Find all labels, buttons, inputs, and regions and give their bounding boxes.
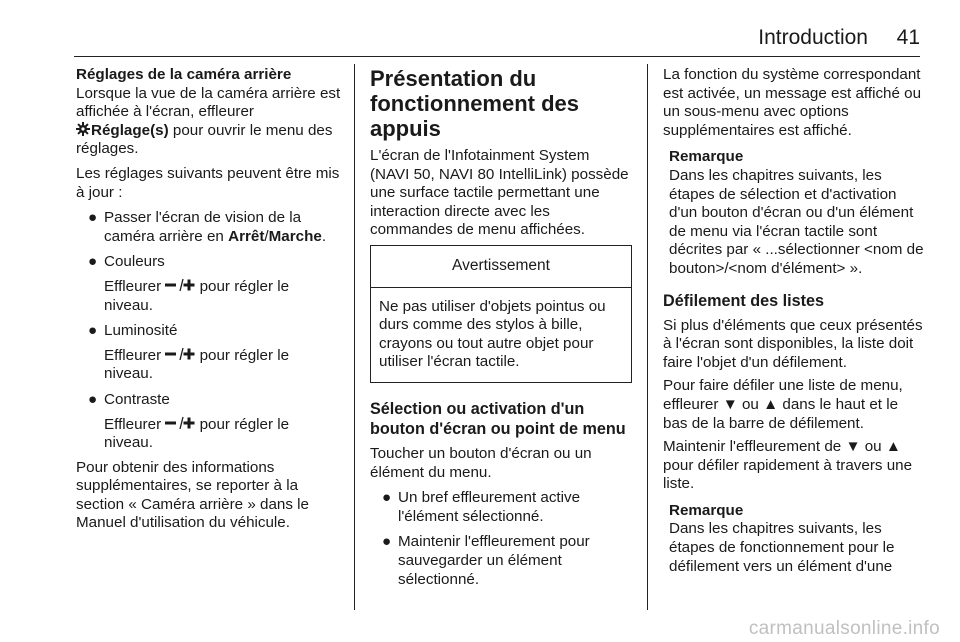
note-text: Dans les chapitres suivants, les étapes de fonctionnement pour le défilement vers un élément d'une — [669, 520, 895, 575]
minus-plus-icon — [165, 347, 195, 361]
warning-body: Ne pas utiliser d'objets pointus ou durs comme des stylos à bille, crayons ou tout autre objet pour utiliser l'écran tactile. — [379, 297, 606, 371]
column-divider-1 — [354, 64, 355, 610]
note-title: Remarque — [669, 501, 744, 519]
page-header — [420, 26, 920, 50]
list-text: Si plus d'éléments que ceux présentés à l'écran sont disponibles, la liste doit faire l'objet d'un défilement. — [663, 316, 923, 371]
hold-mid: ou — [864, 438, 882, 456]
item-post: pour régler le niveau. — [104, 415, 290, 452]
scroll-pre: Pour faire défiler une liste de menu, effleurer — [663, 377, 903, 413]
warning-title: Avertissement — [371, 246, 631, 288]
list-item: ● Maintenir l'effleurement pour sauvegarder un élément sélectionné. — [382, 533, 590, 588]
scroll-text — [663, 377, 925, 433]
section-heading-touch: Présentation du fonctionnement des appuis — [370, 66, 580, 141]
separator: / — [264, 227, 269, 245]
hold-text — [663, 438, 925, 494]
item-post: pour régler le niveau. — [104, 346, 290, 383]
column-3 — [663, 66, 925, 582]
item-post: pour régler le niveau. — [104, 277, 290, 314]
section-heading-camera: Réglages de la caméra arrière — [76, 66, 292, 83]
camera-intro-text: Lorsque la vue de la caméra arrière est affichée à l'écran, effleurer — [76, 84, 341, 121]
bullet-text: Maintenir l'effleurement pour sauvegarder un élément sélectionné. — [398, 533, 590, 588]
settings-label: Réglage(s) — [91, 121, 169, 139]
hold-post: pour défiler rapidement à travers une liste. — [663, 456, 913, 493]
chapter-title: Introduction — [758, 26, 868, 49]
header-rule — [74, 56, 920, 57]
list-item: ● Un bref effleurement active l'élément sélectionné. — [382, 489, 581, 525]
item-name: Couleurs — [104, 253, 165, 271]
column-2 — [370, 66, 632, 595]
note-box — [663, 502, 925, 576]
item-name: Luminosité — [104, 322, 178, 340]
function-intro: La fonction du système correspondant est activée, un message est affiché ou un sous-menu avec options supplémentaires est affiché. — [663, 66, 922, 139]
settings-text: Les réglages suivants peuvent être mis à jour : — [76, 164, 340, 201]
bullet-text: Un bref effleurement active l'élément sélectionné. — [398, 489, 581, 525]
list-item: ● Passer l'écran de vision de la caméra arrière en Arrêt/Marche. — [88, 209, 327, 245]
list-item: ● Contraste Effleurer pour régler le niveau. — [76, 391, 342, 453]
section-subheading-selection: Sélection ou activation d'un bouton d'écran ou point de menu — [370, 399, 626, 438]
minus-plus-icon — [165, 416, 195, 430]
footer-text: Pour obtenir des informations supplémentaires, se reporter à la section « Caméra arrière » dans le Manuel d'utilisation du véhicule. — [76, 458, 309, 532]
arrow-down-icon: ▼ — [845, 438, 861, 456]
list-item: ● Luminosité Effleurer pour régler le niveau. — [76, 322, 342, 384]
warning-box — [370, 245, 632, 383]
column-divider-2 — [647, 64, 648, 610]
note-text: Dans les chapitres suivants, les étapes de sélection et d'activation d'un bouton d'écran ou d'un élément de menu via l'écran tactile sont décrites par « ...sélectionner <nom de bouton>/<nom d'élément> ». — [669, 166, 924, 277]
hold-pre: Maintenir l'effleurement de — [663, 438, 842, 456]
period: . — [321, 227, 327, 245]
item-pre: Effleurer — [104, 415, 162, 433]
bullet-text: Passer l'écran de vision de la caméra arrière en — [104, 209, 302, 245]
watermark: carmanualsonline.info — [748, 618, 940, 639]
gear-icon — [76, 122, 90, 136]
arrow-down-icon: ▼ — [722, 395, 738, 413]
touch-intro: L'écran de l'Infotainment System (NAVI 50, NAVI 80 IntelliLink) possède une surface tactile permettant une interaction directe avec les commandes de menu affichées. — [370, 147, 629, 239]
scroll-mid: ou — [741, 395, 759, 413]
list-item: ● Couleurs Effleurer pour régler le niveau. — [76, 253, 342, 315]
arrow-up-icon: ▲ — [763, 395, 779, 413]
settings-intro-post: pour ouvrir le menu des réglages. — [76, 121, 333, 158]
page-number: 41 — [896, 26, 920, 49]
scroll-post: dans le haut et le bas de la barre de défilement. — [663, 395, 899, 432]
item-pre: Effleurer — [104, 277, 162, 295]
on-label: Marche — [268, 227, 322, 245]
note-title: Remarque — [669, 148, 744, 166]
off-label: Arrêt — [228, 227, 265, 245]
minus-plus-icon — [165, 278, 195, 292]
arrow-up-icon: ▲ — [885, 438, 901, 456]
section-heading-scroll: Défilement des listes — [663, 291, 825, 310]
item-pre: Effleurer — [104, 346, 162, 364]
note-box — [663, 148, 925, 278]
column-1 — [76, 66, 342, 538]
item-name: Contraste — [104, 390, 170, 408]
touch-text: Toucher un bouton d'écran ou un élément du menu. — [370, 444, 592, 481]
